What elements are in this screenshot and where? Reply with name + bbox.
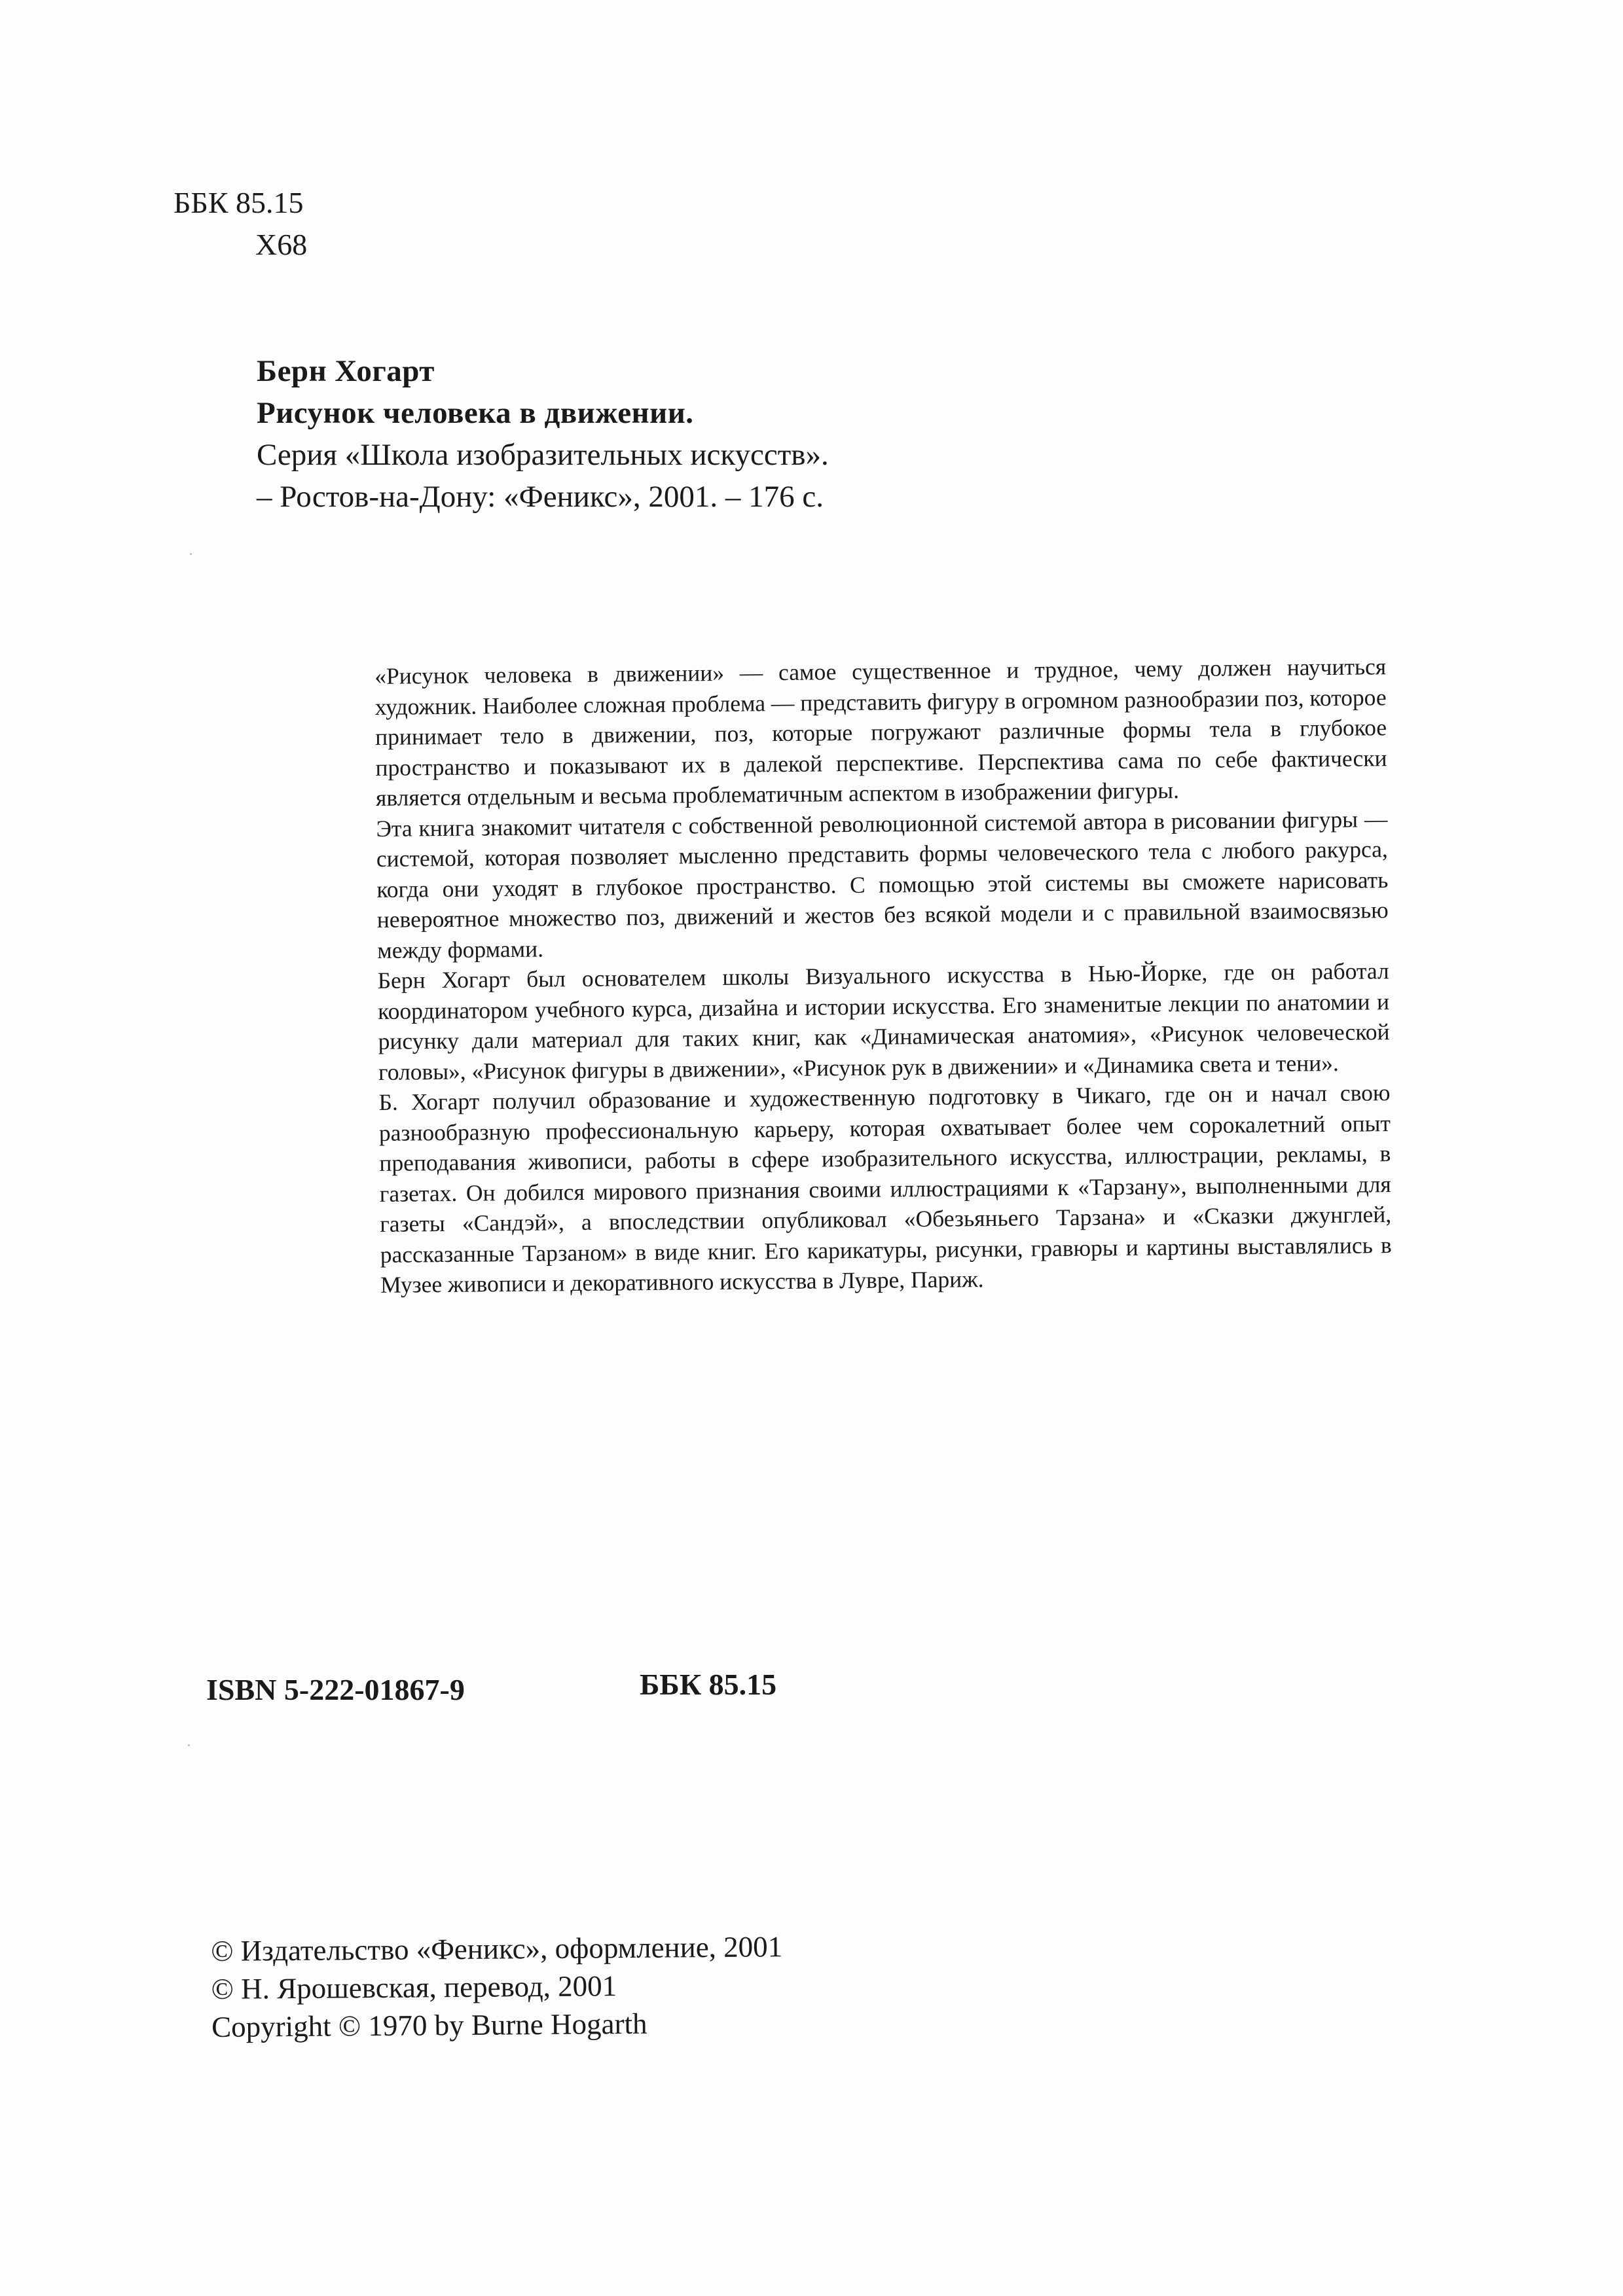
scan-speck [190, 553, 192, 555]
copyright-block [211, 1928, 783, 2046]
author-mark: Х68 [255, 228, 308, 261]
bbk-code: ББК 85.15 [173, 186, 304, 219]
bbk-code-footer: ББК 85.15 [640, 1668, 777, 1701]
isbn-row [206, 1668, 777, 1707]
bibliographic-record [257, 350, 1239, 518]
copyright-translator: © Н. Ярошевская, перевод, 2001 [211, 1969, 617, 2005]
annotation-text [374, 651, 1392, 1300]
annotation-paragraph: «Рисунок человека в движении» — самое существенное и трудное, чему должен научиться художник. Наиболее сложная проблема — представить фигуру в огромном разнообразии поз, которое принимает тело в движении, поз, которые погружают различные формы тела в глубокое пространство и показывают их в далекой перспективе. Перспектива сама по себе фактически является отдельным и весьма проблематичным аспектом в изображении фигуры. [374, 653, 1387, 811]
book-series: Серия «Школа изобразительных искусств». [257, 438, 829, 472]
book-imprint: – Ростов-на-Дону: «Феникс», 2001. – 176 с. [257, 480, 824, 514]
book-author: Берн Хогарт [257, 354, 435, 388]
annotation-paragraph: Берн Хогарт был основателем школы Визуального искусства в Нью-Йорке, где он работал координатором учебного курса, дизайна и истории искусства. Его знаменитые лекции по анатомии и рисунку дали материал для таких книг, как «Динамическая анатомия», «Рисунок человеческой головы», «Рисунок фигуры в движении», «Рисунок рук в движении» и «Динамика света и тени». [377, 958, 1390, 1085]
annotation-paragraph: Эта книга знакомит читателя с собственной революционной системой автора в рисовании фигуры — системой, которая позволяет мысленно представить формы человеческого тела с любого ракурса, когда они уходят в глубокое пространство. С помощью этой системы вы сможете нарисовать невероятное множество поз, движений и жестов без всякой модели и с правильной взаимосвязью между формами. [376, 805, 1389, 963]
isbn-number: ISBN 5-222-01867-9 [206, 1673, 465, 1706]
book-title: Рисунок человека в движении. [257, 396, 694, 430]
scan-speck [188, 1744, 190, 1746]
copyright-publisher: © Издательство «Феникс», оформление, 2001 [211, 1930, 783, 1967]
copyright-original: Copyright © 1970 by Burne Hogarth [211, 2007, 647, 2043]
annotation-paragraph: Б. Хогарт получил образование и художественную подготовку в Чикаго, где он и начал свою разнообразную профессиональную карьеру, которая охватывает более чем сорокалетний опыт преподавания живописи, работы в сфере изобразительного искусства, иллюстрации, рекламы, в газетах. Он добился мирового признания своими иллюстрациями к «Тарзану», выполненными для газеты «Сандэй», а впоследствии опубликовал «Обезьяньего Тарзана» и «Сказки джунглей, рассказанные Тарзаном» в виде книг. Его карикатуры, рисунки, гравюры и картины выставлялись в Музее живописи и декоративного искусства в Лувре, Париж. [378, 1079, 1392, 1298]
classification-block [173, 182, 307, 266]
